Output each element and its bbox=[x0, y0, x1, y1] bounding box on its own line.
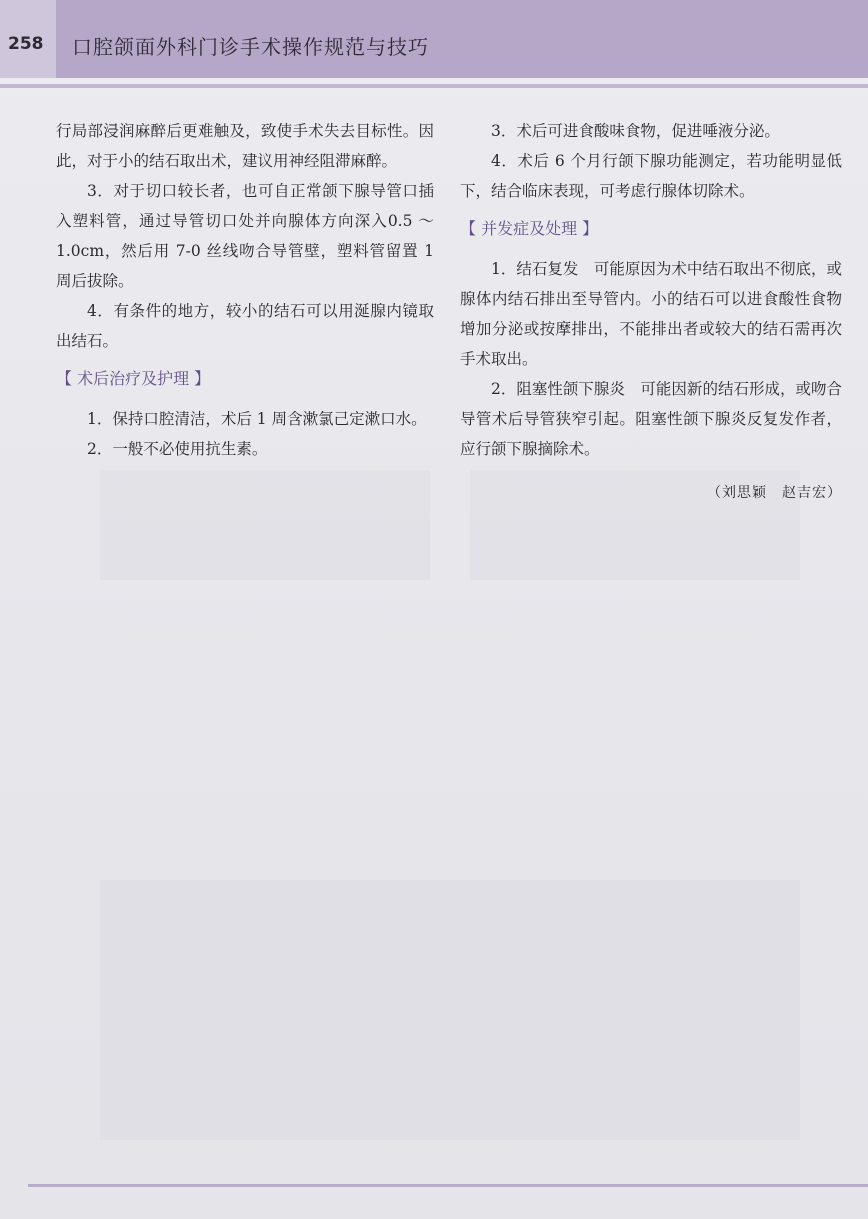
paragraph: 4．术后 6 个月行颌下腺功能测定，若功能明显低下，结合临床表现，可考虑行腺体切除术。 bbox=[460, 152, 842, 200]
paragraph: 1．结石复发 可能原因为术中结石取出不彻底，或腺体内结石排出至导管内。小的结石可以进食酸性食物增加分泌或按摩排出，不能排出者或较大的结石需再次手术取出。 bbox=[460, 260, 842, 368]
paragraph: 3．对于切口较长者，也可自正常颌下腺导管口插入塑料管，通过导管切口处并向腺体方向深入0.5 ～ 1.0cm，然后用 7-0 丝线吻合导管壁，塑料管留置 1 周后拔除。 bbox=[56, 182, 434, 290]
left-column bbox=[56, 116, 434, 464]
section-heading: 【 术后治疗及护理 】 bbox=[56, 369, 211, 388]
author-credit: （刘思颖 赵吉宏） bbox=[707, 485, 842, 501]
bleed-through-shadow bbox=[100, 470, 430, 580]
paragraph: 3．术后可进食酸味食物，促进唾液分泌。 bbox=[491, 122, 780, 140]
footer-rule bbox=[28, 1184, 868, 1187]
list-item: 1．保持口腔清洁，术后 1 周含漱氯己定漱口水。 bbox=[87, 410, 427, 428]
page-number: 258 bbox=[8, 34, 44, 54]
paragraph: 4．有条件的地方，较小的结石可以用涎腺内镜取出结石。 bbox=[56, 302, 434, 350]
list-item: 2．一般不必使用抗生素。 bbox=[87, 440, 268, 458]
header-rule bbox=[0, 84, 868, 88]
bleed-through-shadow bbox=[100, 880, 800, 1140]
paragraph: 2．阻塞性颌下腺炎 可能因新的结石形成，或吻合导管术后导管狭窄引起。阻塞性颌下腺炎反复发作者，应行颌下腺摘除术。 bbox=[460, 380, 842, 458]
section-heading: 【 并发症及处理 】 bbox=[460, 219, 599, 238]
right-column bbox=[460, 116, 842, 508]
page-header bbox=[0, 0, 868, 78]
book-title: 口腔颌面外科门诊手术操作规范与技巧 bbox=[72, 35, 429, 59]
list bbox=[56, 404, 434, 464]
paragraph: 行局部浸润麻醉后更难触及，致使手术失去目标性。因此，对于小的结石取出术，建议用神经阻滞麻醉。 bbox=[56, 122, 434, 170]
